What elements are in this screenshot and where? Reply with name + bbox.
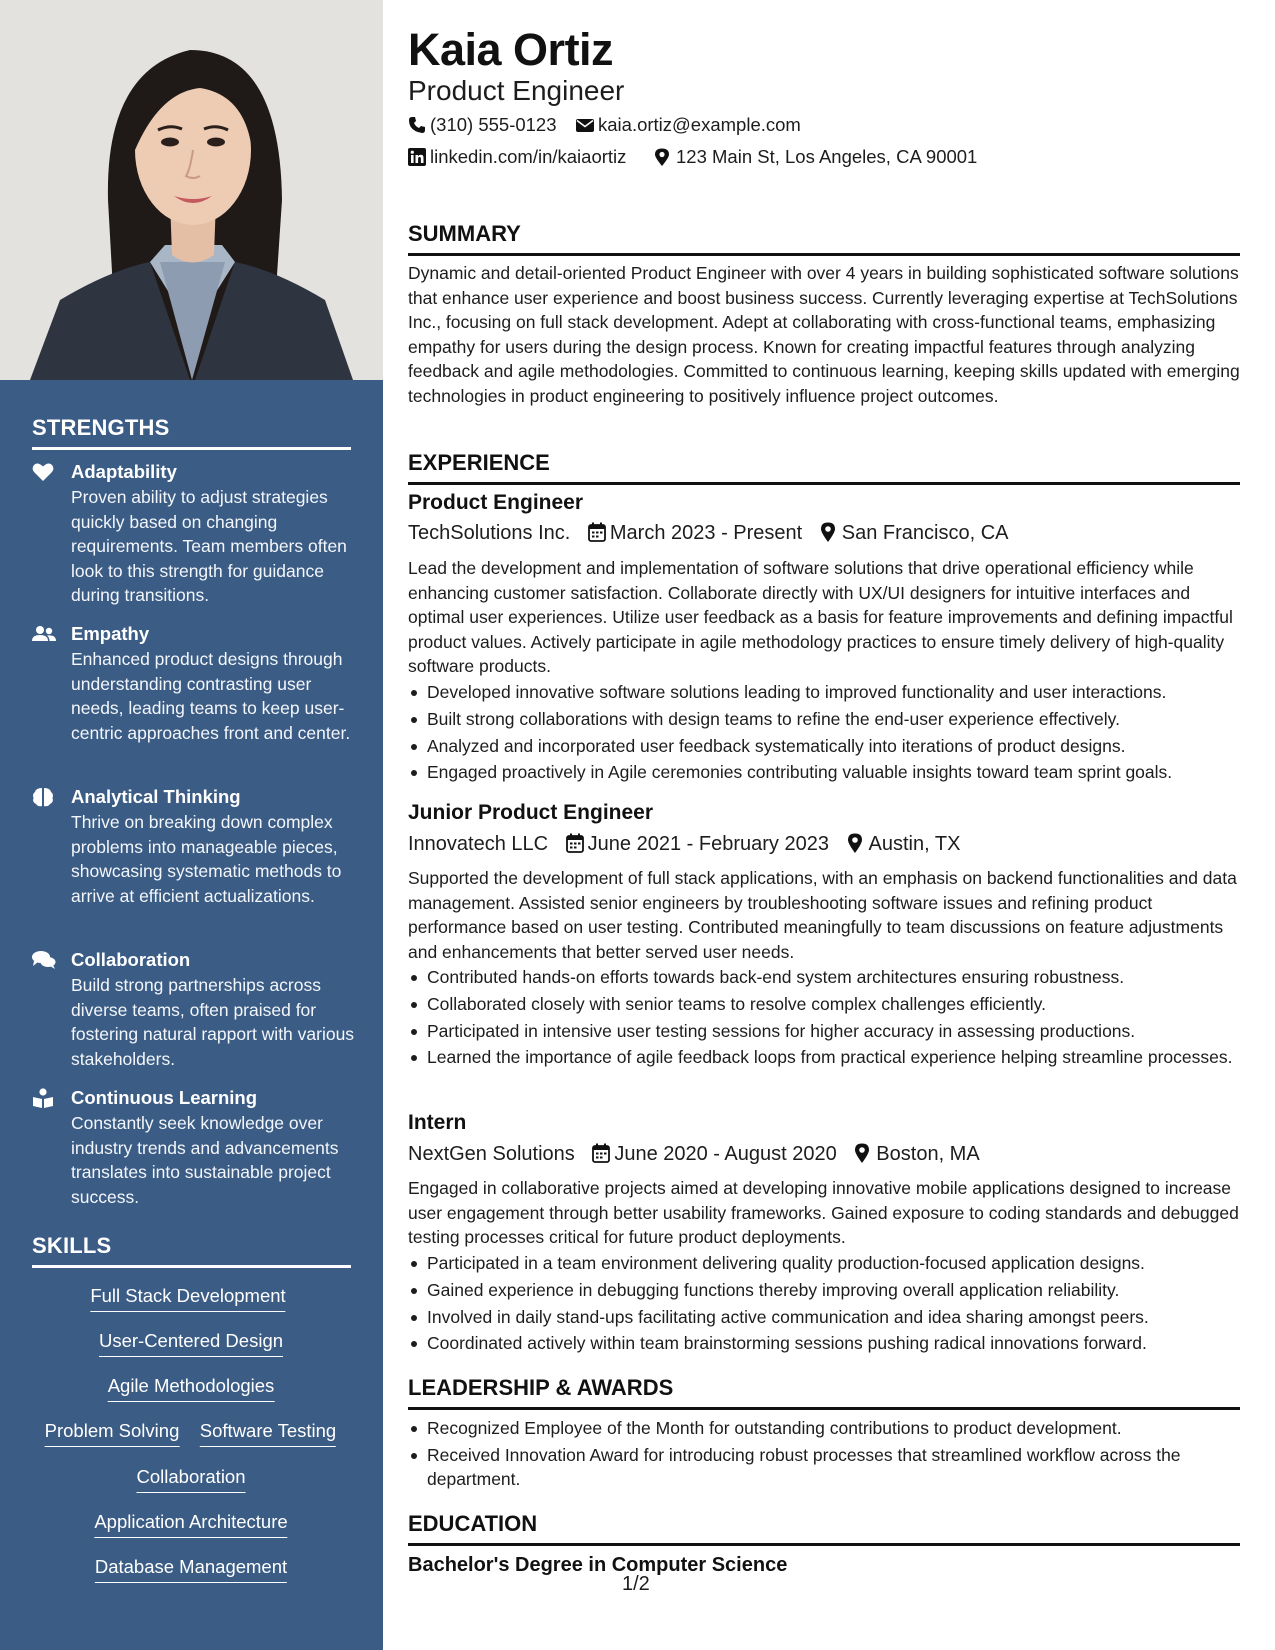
strength-title: Adaptability (71, 461, 177, 482)
heart-icon (32, 462, 56, 482)
candidate-title: Product Engineer (408, 75, 625, 106)
linkedin-contact[interactable] (408, 145, 626, 169)
job-dates: March 2023 - Present (609, 522, 803, 544)
list-item: Gained experience in debugging functions thereby improving overall application reliability. (408, 1278, 1240, 1303)
skills-heading: SKILLS (32, 1233, 351, 1268)
list-item: Participated in a team environment delivering quality production-focused application designs. (408, 1251, 1240, 1276)
job-bullets (408, 1251, 1240, 1358)
phone-number: (310) 555-0123 (430, 114, 557, 135)
skill-tag: Application Architecture (94, 1510, 287, 1538)
strength-title: Continuous Learning (71, 1087, 258, 1108)
phone-icon (408, 116, 426, 134)
skill-tag: User-Centered Design (99, 1329, 283, 1357)
education-degree: Bachelor's Degree in Computer Science (408, 1554, 788, 1576)
strength-description: Build strong partnerships across diverse teams, often praised for fostering natural rapport with various stakeholders. (71, 975, 355, 1069)
list-item: Contributed hands-on efforts towards back-end system architectures ensuring robustness. (408, 965, 1240, 990)
strengths-heading: STRENGTHS (32, 415, 351, 450)
job-location: Boston, MA (876, 1143, 980, 1165)
skill-tag: Problem Solving (45, 1419, 180, 1447)
strength-description: Proven ability to adjust strategies quickly based on changing requirements. Team members often look to this strength for guidance during transitions. (71, 487, 347, 605)
skill-tag: Full Stack Development (90, 1284, 285, 1312)
job-meta (408, 831, 960, 857)
job-meta (408, 1141, 980, 1167)
list-item: Involved in daily stand-ups facilitating active communication and idea sharing amongst peers. (408, 1305, 1240, 1330)
main-content (408, 0, 1240, 1650)
job-company: Innovatech LLC (408, 833, 549, 855)
brain-icon (32, 787, 56, 807)
skill-tag: Agile Methodologies (108, 1374, 275, 1402)
address: 123 Main St, Los Angeles, CA 90001 (676, 146, 978, 167)
education-heading: EDUCATION (408, 1510, 1240, 1546)
map-marker-icon (854, 1143, 872, 1163)
strength-title: Analytical Thinking (71, 786, 241, 807)
strength-description: Thrive on breaking down complex problems into manageable pieces, showcasing systematic methods to arrive at efficient actualizations. (71, 812, 342, 906)
candidate-name: Kaia Ortiz (408, 24, 614, 75)
profile-photo (0, 0, 383, 380)
comments-icon (32, 950, 56, 970)
calendar-icon (588, 522, 606, 542)
sidebar (0, 0, 383, 1650)
calendar-icon (566, 833, 584, 853)
linkedin-icon (408, 148, 426, 166)
strength-title: Collaboration (71, 949, 191, 970)
map-marker-icon (654, 148, 672, 166)
leadership-bullets (408, 1416, 1240, 1494)
strength-description: Constantly seek knowledge over industry trends and advancements translates into sustainable project success. (71, 1113, 339, 1207)
book-reader-icon (32, 1088, 56, 1108)
strength-description: Enhanced product designs through understanding contrasting user needs, leading teams to keep user-centric approaches front and center. (71, 649, 351, 743)
list-item: Engaged proactively in Agile ceremonies contributing valuable insights toward team sprint goals. (408, 760, 1240, 785)
list-item: Learned the importance of agile feedback loops from practical experience helping streamline processes. (408, 1045, 1240, 1070)
list-item: Developed innovative software solutions leading to improved functionality and user interactions. (408, 680, 1240, 705)
summary-heading: SUMMARY (408, 220, 1240, 256)
summary-text: Dynamic and detail-oriented Product Engineer with over 4 years in building sophisticated software solutions that enhance user experience and boost business success. Currently leveraging expertise at TechSolutions Inc., focusing on full stack development. Adept at collaborating with cross-functional teams, emphasizing empathy for users during the design process. Known for creating impactful features through analyzing feedback and agile methodologies. Committed to continuous learning, keeping skills updated with emerging technologies in product engineering to positively influence project outcomes. (408, 263, 1240, 406)
phone-contact[interactable] (408, 113, 557, 137)
job-meta (408, 520, 1009, 546)
job-description: Lead the development and implementation of software solutions that drive operational efficiency while enhancing customer satisfaction. Collaborate directly with UX/UI designers for intuitive interfaces and optimal user experiences. Utilize user feedback as a basis for feature improvements and defining impactful product values. Actively participate in agile methodology practices to ensure timely delivery of high-quality software products. (408, 558, 1233, 676)
linkedin-url: linkedin.com/in/kaiaortiz (430, 146, 627, 167)
envelope-icon (576, 116, 594, 134)
job-description: Engaged in collaborative projects aimed at developing innovative mobile applications designed to increase user engagement through better usability frameworks. Gained exposure to coding standards and debugged testing processes critical for future product deployments. (408, 1178, 1239, 1247)
job-bullets (408, 965, 1240, 1072)
experience-heading: EXPERIENCE (408, 449, 1240, 485)
skill-tag: Collaboration (136, 1465, 245, 1493)
job-title: Intern (408, 1111, 467, 1134)
job-company: TechSolutions Inc. (408, 522, 571, 544)
address-contact (654, 145, 977, 169)
list-item: Recognized Employee of the Month for outstanding contributions to product development. (408, 1416, 1240, 1441)
map-marker-icon (847, 833, 865, 853)
list-item: Collaborated closely with senior teams to resolve complex challenges efficiently. (408, 992, 1240, 1017)
list-item: Built strong collaborations with design teams to refine the end-user experience effectively. (408, 707, 1240, 732)
job-bullets (408, 680, 1240, 787)
job-location: Austin, TX (868, 833, 961, 855)
list-item: Analyzed and incorporated user feedback systematically into iterations of product designs. (408, 734, 1240, 759)
job-location: San Francisco, CA (841, 522, 1009, 544)
job-dates: June 2020 - August 2020 (614, 1143, 837, 1165)
job-company: NextGen Solutions (408, 1143, 575, 1165)
job-description: Supported the development of full stack applications, with an emphasis on backend functionalities and data management. Assisted senior engineers by troubleshooting software issues and refining product performance based on user testing. Contributed meaningfully to team discussions on feature adjustments and enhancements that better served user needs. (408, 868, 1237, 962)
leadership-heading: LEADERSHIP & AWARDS (408, 1374, 1240, 1410)
list-item: Participated in intensive user testing sessions for higher accuracy in assessing productions. (408, 1019, 1240, 1044)
list-item: Coordinated actively within team brainstorming sessions pushing radical innovations forward. (408, 1331, 1240, 1356)
job-title: Product Engineer (408, 491, 584, 514)
calendar-icon (592, 1143, 610, 1163)
map-marker-icon (820, 522, 838, 542)
email-address: kaia.ortiz@example.com (598, 114, 801, 135)
strength-title: Empathy (71, 623, 150, 644)
job-title: Junior Product Engineer (408, 801, 654, 824)
skill-tag: Software Testing (200, 1419, 336, 1447)
skill-tag: Database Management (95, 1555, 287, 1583)
email-contact[interactable] (576, 113, 801, 137)
page-number: 1/2 (622, 1573, 650, 1595)
job-dates: June 2021 - February 2023 (587, 833, 829, 855)
users-icon (32, 624, 56, 644)
list-item: Received Innovation Award for introducing robust processes that streamlined workflow across the department. (408, 1443, 1240, 1492)
